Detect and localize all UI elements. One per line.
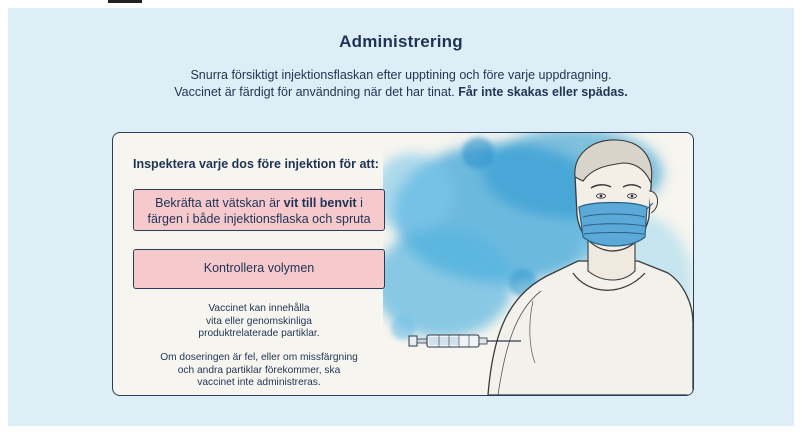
particles-note-line-1: Vaccinet kan innehålla (208, 303, 310, 314)
particles-note (133, 303, 385, 341)
particles-note-line-3: produktrelaterade partiklar. (198, 328, 320, 339)
check-color-box (133, 189, 385, 231)
top-strip (0, 0, 802, 8)
card-heading: Inspektera varje dos före injektion för att: (133, 157, 379, 171)
intro-warning: Får inte skakas eller spädas. (458, 85, 628, 99)
vaccination-illustration (383, 133, 693, 395)
slide (8, 8, 794, 426)
check-volume-box: Kontrollera volymen (133, 249, 385, 289)
check-color-line-2: färgen i både injektionsflaska och spruta (147, 212, 371, 226)
face-mask (579, 203, 647, 247)
intro-line-2 (8, 84, 794, 101)
warning-note (133, 352, 385, 390)
warning-note-line-2: och andra partiklar förekommer, ska (177, 364, 341, 376)
cropped-text-fragment (108, 0, 142, 3)
inspection-card (112, 132, 694, 396)
check-color-suffix: i (356, 196, 363, 210)
warning-note-line-3: vaccinet inte administreras. (197, 377, 321, 388)
check-color-line-1 (134, 195, 384, 211)
particles-note-line-2: vita eller genomskinliga (206, 315, 312, 327)
check-color-text: Bekräfta att vätskan är (155, 196, 284, 210)
check-color-emphasis: vit till benvit (283, 196, 357, 210)
page-title: Administrering (339, 32, 463, 51)
intro-text (8, 67, 794, 101)
warning-note-line-1: Om doseringen är fel, eller om missfärgning (160, 352, 358, 363)
intro-line-2-text: Vaccinet är färdigt för användning när det har tinat. (174, 85, 459, 99)
intro-line-1: Snurra försiktigt injektionsflaskan efter upptining och före varje uppdragning. (190, 68, 612, 82)
